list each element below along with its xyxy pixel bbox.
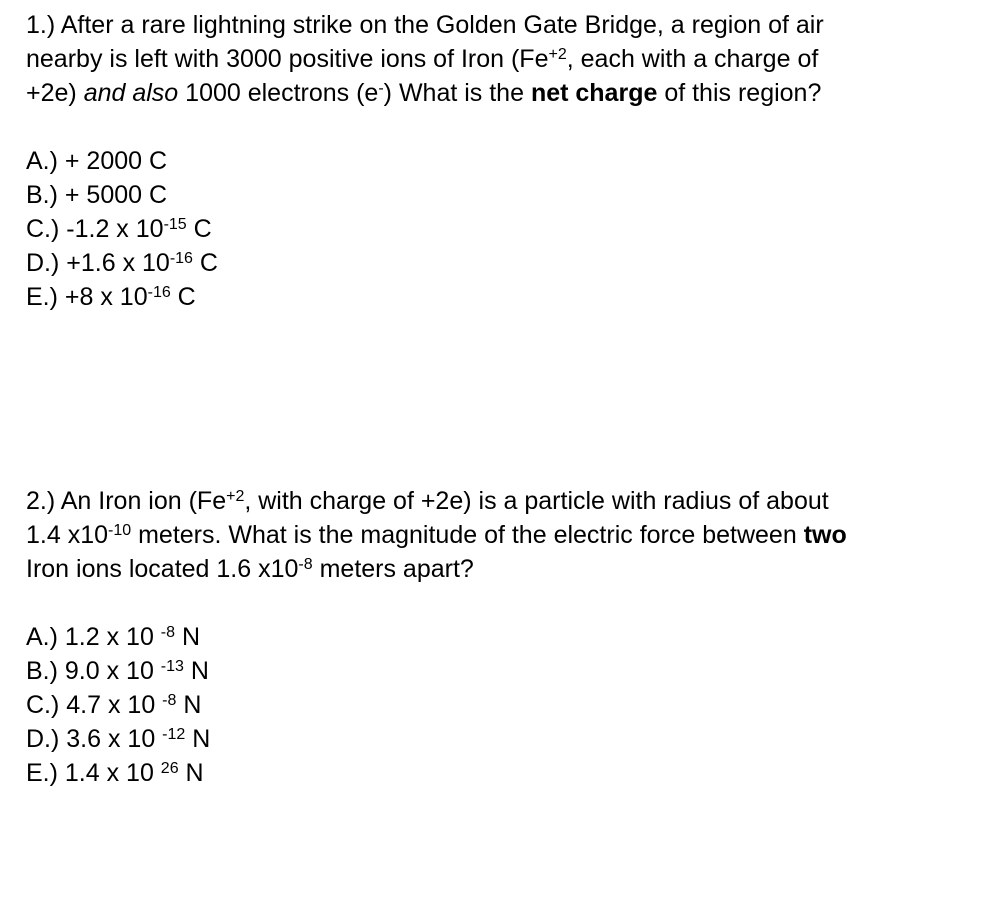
question-1-option-c xyxy=(26,212,218,246)
q2-option-e-base: E.) 1.4 x 10 xyxy=(26,759,161,787)
q2-option-b-exponent: -13 xyxy=(160,658,184,675)
q1-option-c-exponent: -15 xyxy=(163,216,187,233)
question-2-option-b xyxy=(26,654,210,688)
q2-option-b-unit: N xyxy=(183,657,209,685)
italic-and-also: and also xyxy=(83,79,179,107)
question-2-line-1-start: 2.) An Iron ion (Fe xyxy=(26,487,227,515)
question-2-line-2-mid: meters. What is the magnitude of the electric force between xyxy=(131,521,804,549)
question-1-option-d xyxy=(26,246,218,280)
q1-option-d-unit: C xyxy=(192,249,218,277)
q2-option-e-unit: N xyxy=(178,759,204,787)
question-2-options xyxy=(26,620,210,790)
question-2-line-2 xyxy=(26,518,847,552)
q2-option-d-unit: N xyxy=(185,725,211,753)
q2-option-d-exponent: -12 xyxy=(162,726,186,743)
q1-option-e-base: E.) +8 x 10 xyxy=(26,283,148,311)
q2-option-a-unit: N xyxy=(175,623,201,651)
question-1-option-b xyxy=(26,178,218,212)
question-1-line-3-end: of this region? xyxy=(657,79,822,107)
q1-option-d-base: D.) +1.6 x 10 xyxy=(26,249,170,277)
q1-option-c-unit: C xyxy=(186,215,212,243)
question-1-options xyxy=(26,144,218,314)
question-2-line-3-start: Iron ions located 1.6 x10 xyxy=(26,555,299,583)
question-2-line-3-end: meters apart? xyxy=(312,555,474,583)
q1-option-e-unit: C xyxy=(170,283,196,311)
bold-two: two xyxy=(803,521,847,549)
question-1-option-a xyxy=(26,144,218,178)
question-1-line-3-start: +2e) xyxy=(26,79,84,107)
question-1-text xyxy=(26,8,824,110)
q2-option-d-base: D.) 3.6 x 10 xyxy=(26,725,163,753)
q2-option-a-exponent: -8 xyxy=(160,624,176,641)
distance-exponent: -8 xyxy=(298,556,313,573)
question-1-line-2-text: nearby is left with 3000 positive ions of Iron (Fe xyxy=(26,45,549,73)
question-2-option-c xyxy=(26,688,210,722)
question-2-option-e xyxy=(26,756,210,790)
q2-fe-charge-superscript: +2 xyxy=(226,488,245,505)
question-2-text xyxy=(26,484,847,586)
question-2-option-d xyxy=(26,722,210,756)
question-1-option-e xyxy=(26,280,218,314)
q2-option-b-base: B.) 9.0 x 10 xyxy=(26,657,161,685)
q2-option-c-unit: N xyxy=(176,691,202,719)
question-1-line-2 xyxy=(26,42,824,76)
question-2-line-1-end: , with charge of +2e) is a particle with radius of about xyxy=(244,487,829,515)
bold-net-charge: net charge xyxy=(530,79,658,107)
question-2-line-3 xyxy=(26,552,847,586)
question-1-line-3-mid: 1000 electrons (e xyxy=(178,79,379,107)
q1-option-d-exponent: -16 xyxy=(169,250,193,267)
question-1-line-3-mid2: ) What is the xyxy=(383,79,531,107)
question-2-option-a xyxy=(26,620,210,654)
question-2-line-2-start: 1.4 x10 xyxy=(26,521,109,549)
question-1-line-2-end: , each with a charge of xyxy=(566,45,819,73)
q1-option-b-text: B.) + 5000 C xyxy=(26,181,168,209)
q1-option-c-base: C.) -1.2 x 10 xyxy=(26,215,164,243)
q2-option-c-exponent: -8 xyxy=(162,692,177,709)
question-1-line-1 xyxy=(26,8,824,42)
q2-option-e-exponent: 26 xyxy=(160,760,179,777)
electron-charge-superscript: - xyxy=(378,80,384,97)
q2-option-c-base: C.) 4.7 x 10 xyxy=(26,691,163,719)
question-2-line-1 xyxy=(26,484,847,518)
question-1-line-3 xyxy=(26,76,824,110)
q1-option-a-text: A.) + 2000 C xyxy=(26,147,168,175)
radius-exponent: -10 xyxy=(108,522,132,539)
q1-option-e-exponent: -16 xyxy=(147,284,171,301)
q2-option-a-base: A.) 1.2 x 10 xyxy=(26,623,161,651)
question-1-line-1-text: 1.) After a rare lightning strike on the Golden Gate Bridge, a region of air xyxy=(26,11,824,39)
fe-charge-superscript: +2 xyxy=(548,46,567,63)
